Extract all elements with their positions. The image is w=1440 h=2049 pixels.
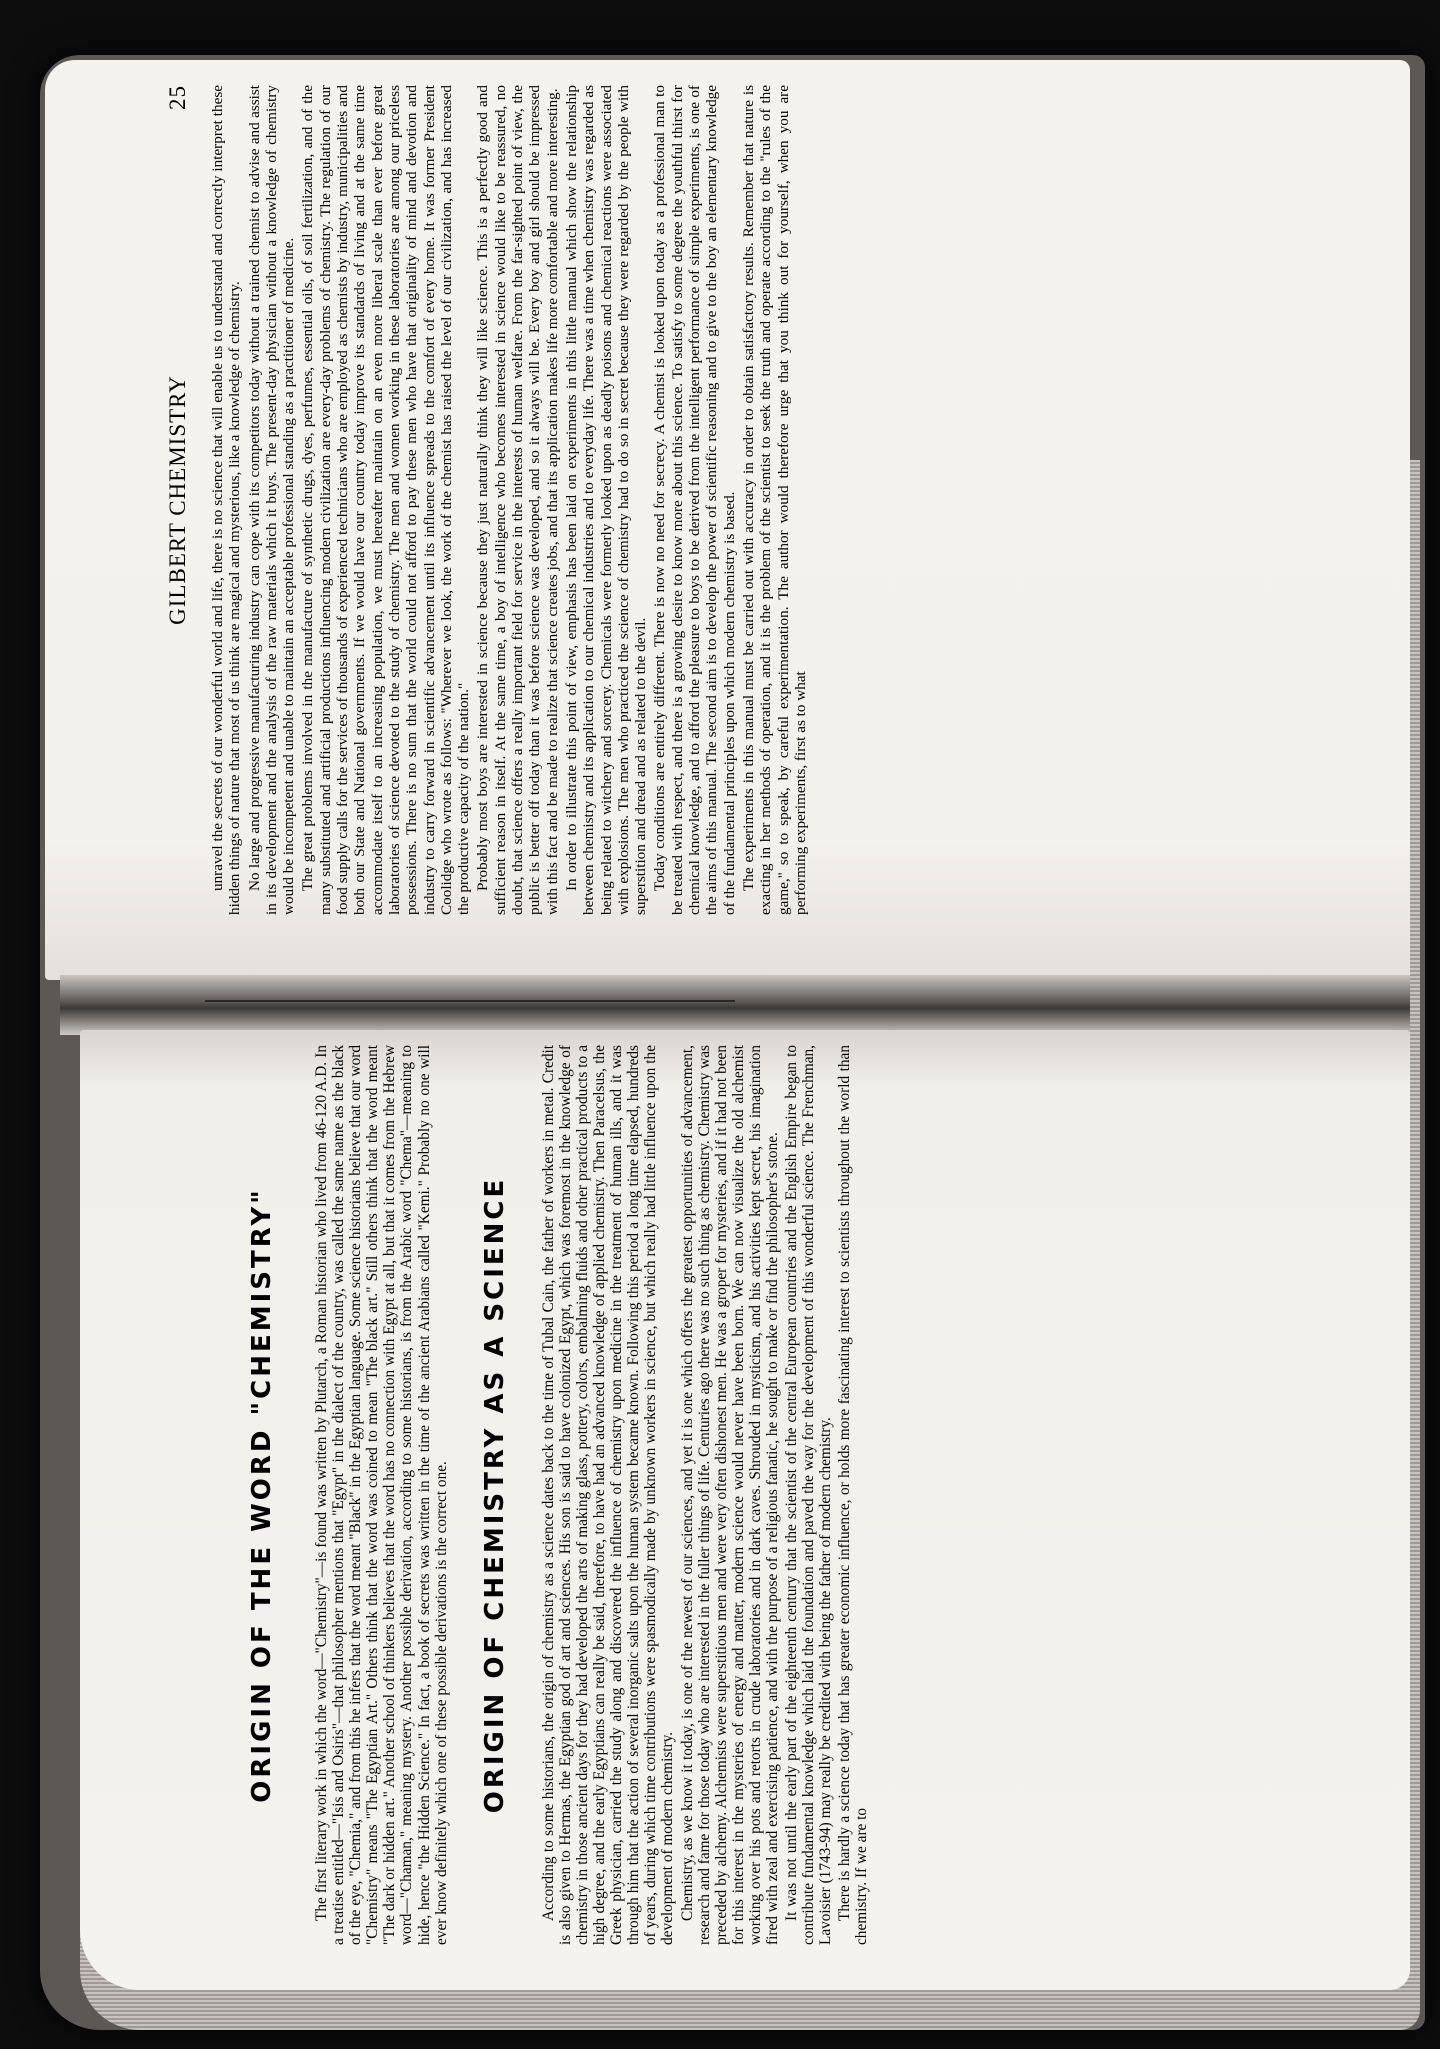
running-head: [165, 85, 209, 915]
paragraph: unravel the secrets of our wonderful world and life, there is no science that will enable us to understand and correctly interpret these hidden things of nature that most of us think are magical and mysterious, like a knowledge of chemistry.: [209, 85, 244, 915]
page-25-content: [165, 85, 1345, 915]
paragraph: The great problems involved in the manufacture of synthetic drugs, dyes, perfumes, essential oils, of soil fertilization, and of the many substituted and artificial productions influencing modern civilization are every-day problems of chemistry. The regulation of our food supply calls for the services of thousands of experienced technicians who are employed as chemists by industry, municipalities and both our State and National governments. If we would have our country today improve its standards of living and at the same time accommodate itself to an increasing population, we must hereafter maintain on an even more liberal scale than ever before great laboratories of science devoted to the study of chemistry. The men and women working in these laboratories are among our priceless possessions. There is no sum that the world could not afford to pay these men who have that originality of mind and devotion and industry to carry forward in scientific advancement until its influence spreads to the comfort of every home. It was former President Coolidge who wrote as follows: "Wherever we look, the work of the chemist has raised the level of our civilization, and has increased the productive capacity of the nation.": [299, 85, 473, 915]
paragraph: According to some historians, the origin of chemistry as a science dates back to the time of Tubal Cain, the father of workers in metal. Credit is also given to Hermas, the Egyptian god of art and sciences. His son is said to have colonized Egypt, which was foremost in the knowledge of chemistry in those ancient days for they had developed the arts of making glass, pottery, colors, embalming fluids and other practical products to a high degree, and the early Egyptians can really be said, therefore, to have had an advanced knowledge of applied chemistry. Then Paracelsus, the Greek physician, carried the study along and discovered the influence of chemistry upon medicine in the treatment of human ills, and it was through him that the action of several inorganic salts upon the human system became known. Following this period a long time elapsed, hundreds of years, during which time contributions were spasmodically made by unknown workers in science, but which really had little influence upon the development of modern chemistry.: [539, 1045, 677, 1945]
section-word-text: [313, 1045, 450, 1945]
gutter-rule: [205, 1000, 735, 1002]
paragraph: Probably most boys are interested in science because they just naturally think they will like science. This is a perfectly good and sufficient reason in itself. At the same time, a boy of intelligence who becomes interested in science would like to be reassured, no doubt, that science offers a really important field for service in the interests of human welfare. From the far-sighted point of view, the public is better off today than it was before science was developed, and so it always will be. Every boy and girl should be impressed with this fact and be made to realize that science creates jobs, and that its application makes life more comfortable and more interesting.: [474, 85, 561, 915]
page-number: 25: [165, 85, 190, 110]
paragraph: Today conditions are entirely different. There is now no need for secrecy. A chemist is looked upon today as a professional man to be treated with respect, and there is a growing desire to know more about this science. To satisfy to some degree the youthful thirst for chemical knowledge, and to afford the pleasure to boys to be derived from the intelligent performance of simple experiments, is one of the aims of this manual. The second aim is to develop the power of scientific reasoning and to give to the boy an elementary knowledge of the fundamental principles upon which modern chemistry is based.: [651, 85, 738, 915]
book-gutter: [60, 975, 1410, 1035]
paragraph: No large and progressive manufacturing industry can cope with its competitors today without a trained chemist to advise and assist in its development and the analysis of the raw materials which it buys. The present-day physician without a knowledge of chemistry would be incompetent and unable to maintain an acceptable professional standing as a practitioner of medicine.: [245, 85, 298, 915]
page-25-text: [209, 85, 809, 915]
paragraph: It was not until the early part of the eighteenth century that the scientist of the central European countries and the English Empire began to contribute fundamental knowledge which laid the foundation and paved the way for the development of this wonderful science. The Frenchman, Lavoisier (1743-94) may really be credited with being the father of modern chemistry.: [783, 1045, 835, 1945]
paragraph: There is hardly a science today that has greater economic influence, or holds more fascinating interest to scientists throughout the world than chemistry. If we are to: [836, 1045, 871, 1945]
paragraph: In order to illustrate this point of view, emphasis has been laid on experiments in this little manual which show the relationship between chemistry and its application to our chemical industries and to everyday life. There was a time when chemistry was regarded as being related to witchery and sorcery. Chemicals were formerly looked upon as deadly poisons and chemical reactions were associated with explosions. The men who practiced the science of chemistry had to do so in secret because they were regarded by the people with superstition and dread and as related to the devil.: [562, 85, 650, 915]
section-science-text: [540, 1045, 871, 1945]
section-heading-word: ORIGIN OF THE WORD "CHEMISTRY": [247, 1187, 277, 1803]
paragraph: Chemistry, as we know it today, is one of the newest of our sciences, and yet it is one which offers the greatest opportunities of advancement, research and fame for those today who are interested in the fuller things of life. Centuries ago there was no such thing as chemistry. Chemistry was preceded by alchemy. Alchemists were superstitious men and were very often dishonest men. He was a groper for mysteries, and if it had not been for this interest in the mysteries of energy and matter, modern science would never have been born. We can now visualize the old alchemist working over his pots and retorts in crude laboratories and in dark caves. Shrouded in mysticism, and his activities kept secret, his imagination fired with zeal and exercising patience, and with the purpose of a religious fanatic, he sought to make or find the philosopher's stone.: [678, 1045, 781, 1945]
paragraph: The first literary work in which the word—"Chemistry"—is found was written by Plutarch, a Roman historian who lived from 46-120 A.D. In a treatise entitled—"Isis and Osiris"—that philosopher mentions that "Egypt" in the dialect of the country, was called the same name as the black of the eye, "Chemia," and from this he infers that the word meant "Black" in the Egyptian language. Some science historians believe that our word "Chemistry" means "The Egyptian Art." Others think that the word was coined to mean "The black art." Still others think that the word meant "The dark or hidden art." Another school of thinkers believes that the word has no connection with Egypt at all, but that it comes from the Hebrew word—"Chaman," meaning mystery. Another possible derivation, according to some historians, is from the Arabic word "Chema"—meaning to hide, hence "the Hidden Science." In fact, a book of secrets was written in the time of the ancient Arabians called "Kemi." Probably no one will ever know definitely which one of these possible derivations is the correct one.: [313, 1045, 450, 1945]
section-heading-science: ORIGIN OF CHEMISTRY AS A SCIENCE: [479, 1176, 510, 1814]
running-head-title: GILBERT CHEMISTRY: [165, 375, 190, 625]
facing-page-content: [205, 1045, 1355, 1945]
paragraph: The experiments in this manual must be carried out with accuracy in order to obtain satisfactory results. Remember that nature is exacting in her methods of operation, and it is the problem of the scientist to seek the truth and operate according to the "rules of the game," so to speak, by careful experimentation. The author would therefore urge that you think out for yourself, when you are performing experiments, first as to what: [739, 85, 809, 915]
